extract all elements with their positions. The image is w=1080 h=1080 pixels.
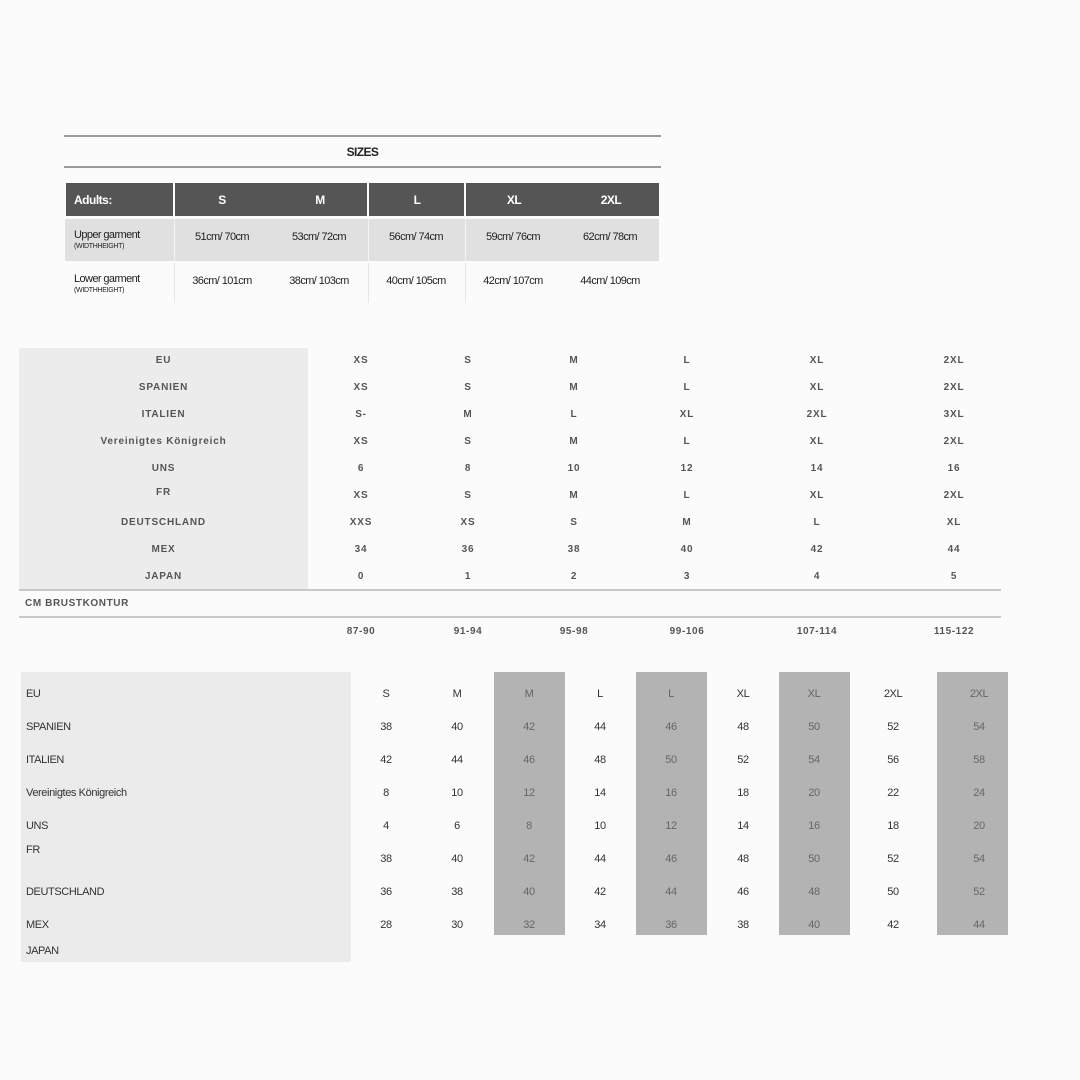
- table-cell: 52: [887, 721, 899, 733]
- table-cell: 40cm/ 105cm: [386, 275, 446, 287]
- table-cell: XS: [460, 517, 476, 528]
- table-cell: L: [668, 688, 674, 700]
- table-row: [21, 842, 1025, 875]
- table-row: [19, 456, 1001, 483]
- table-cell: 62cm/ 78cm: [583, 231, 637, 243]
- table-cell: 20: [973, 820, 985, 832]
- title-rule: [64, 166, 661, 168]
- table-cell: 54: [973, 853, 985, 865]
- table-cell: 12: [665, 820, 677, 832]
- chest-value: 107-114: [796, 626, 838, 637]
- top-rule: [64, 135, 661, 137]
- table-cell: 44: [947, 544, 961, 555]
- header-size-m: M: [315, 192, 325, 207]
- table-cell: L: [683, 355, 691, 366]
- row-label: Vereinigtes Königreich: [26, 787, 127, 799]
- table-cell: 10: [451, 787, 463, 799]
- table-cell: S: [570, 517, 578, 528]
- table-cell: 59cm/ 76cm: [486, 231, 540, 243]
- table-cell: 42cm/ 107cm: [483, 275, 543, 287]
- table-row: [19, 483, 1001, 510]
- table-cell: 2: [570, 571, 578, 582]
- table-cell: 28: [380, 919, 392, 931]
- table-cell: 8: [383, 787, 389, 799]
- table-cell: 52: [973, 886, 985, 898]
- table-row: [21, 710, 1025, 743]
- upper-garment-sub: (WIDTHHEIGHT): [74, 243, 125, 250]
- header-cell-l: [369, 183, 464, 216]
- table-cell: M: [569, 382, 579, 393]
- header-size-s: S: [218, 192, 226, 207]
- table-cell: 32: [523, 919, 535, 931]
- header-size-l: L: [413, 192, 421, 207]
- table-row: [21, 908, 1025, 941]
- chest-value: 95-98: [559, 626, 589, 637]
- table-cell: 3: [683, 571, 691, 582]
- table-cell: 54: [808, 754, 820, 766]
- table-cell: 40: [451, 853, 463, 865]
- table-cell: 54: [973, 721, 985, 733]
- row-label: MEX: [151, 544, 176, 555]
- row-label: UNS: [26, 820, 49, 832]
- table-cell: 42: [810, 544, 824, 555]
- table-cell: 36: [461, 544, 475, 555]
- table-cell: XS: [353, 355, 369, 366]
- table-cell: L: [597, 688, 603, 700]
- table-cell: 50: [808, 721, 820, 733]
- table-cell: 58: [973, 754, 985, 766]
- numeric-size-conversion-table: [21, 672, 1025, 964]
- table-row: [19, 402, 1001, 429]
- row-label: ITALIEN: [141, 409, 186, 420]
- table-cell: 40: [523, 886, 535, 898]
- table-cell: M: [569, 490, 579, 501]
- table-cell: L: [813, 517, 821, 528]
- table-cell: 16: [808, 820, 820, 832]
- table-cell: 40: [808, 919, 820, 931]
- table-cell: 48: [808, 886, 820, 898]
- chest-value: 91-94: [453, 626, 483, 637]
- table-cell: XS: [353, 490, 369, 501]
- table-cell: 16: [665, 787, 677, 799]
- table-cell: L: [683, 382, 691, 393]
- table-cell: S: [464, 490, 472, 501]
- table-cell: 20: [808, 787, 820, 799]
- chest-measurement-label: CM BRUSTKONTUR: [25, 598, 129, 609]
- column-divider: [368, 263, 369, 303]
- adult-sizes-table: [64, 135, 661, 305]
- row-label: EU: [155, 355, 172, 366]
- table-cell: XL: [679, 409, 695, 420]
- table-cell: 2XL: [943, 355, 965, 366]
- header-size-xl: XL: [506, 192, 522, 207]
- table-cell: M: [463, 409, 473, 420]
- upper-garment-row: [65, 219, 659, 261]
- table-cell: 40: [451, 721, 463, 733]
- column-divider: [174, 263, 175, 303]
- table-cell: 56: [887, 754, 899, 766]
- lower-garment-label: [74, 274, 140, 296]
- upper-garment-text: Upper garment: [74, 229, 140, 241]
- international-size-conversion-table: [19, 348, 1001, 638]
- table-cell: 46: [523, 754, 535, 766]
- table-cell: 2XL: [943, 436, 965, 447]
- table-cell: 3XL: [943, 409, 965, 420]
- table-cell: M: [569, 436, 579, 447]
- table-cell: 48: [594, 754, 606, 766]
- row-label: Vereinigtes Königreich: [100, 436, 227, 447]
- upper-garment-label: [74, 230, 140, 252]
- table-cell: XL: [736, 688, 750, 700]
- table-cell: 18: [737, 787, 749, 799]
- table-cell: 38: [567, 544, 581, 555]
- table-cell: 16: [947, 463, 961, 474]
- table-cell: 18: [887, 820, 899, 832]
- row-label: FR: [26, 844, 40, 856]
- lower-garment-sub: (WIDTHHEIGHT): [74, 287, 125, 294]
- table-cell: 4: [813, 571, 821, 582]
- table-cell: 52: [737, 754, 749, 766]
- table-cell: 34: [354, 544, 368, 555]
- table-cell: S: [382, 688, 390, 700]
- table-cell: 38: [380, 853, 392, 865]
- row-label: FR: [156, 487, 171, 498]
- table-row: [19, 510, 1001, 537]
- table-cell: 2XL: [969, 688, 989, 700]
- table-cell: 38: [451, 886, 463, 898]
- table-cell: 42: [594, 886, 606, 898]
- table-cell: 46: [737, 886, 749, 898]
- table-cell: 36: [665, 919, 677, 931]
- table-cell: 14: [737, 820, 749, 832]
- table-cell: XS: [353, 382, 369, 393]
- table-cell: 14: [810, 463, 824, 474]
- table-cell: L: [683, 490, 691, 501]
- table-cell: XL: [807, 688, 821, 700]
- table-cell: XL: [809, 436, 825, 447]
- table-row: [19, 537, 1001, 564]
- table-cell: XL: [946, 517, 962, 528]
- table-cell: 48: [737, 721, 749, 733]
- header-adults-label: Adults:: [74, 192, 112, 207]
- table-cell: 44: [594, 721, 606, 733]
- table-cell: M: [524, 688, 534, 700]
- table-cell: 36: [380, 886, 392, 898]
- table-cell: 50: [665, 754, 677, 766]
- table-cell: 46: [665, 721, 677, 733]
- column-divider: [465, 219, 466, 261]
- table-cell: 22: [887, 787, 899, 799]
- table-cell: 4: [383, 820, 389, 832]
- table-cell: 2XL: [806, 409, 828, 420]
- table-cell: S: [464, 382, 472, 393]
- table-cell: 6: [454, 820, 460, 832]
- lower-garment-row: [65, 263, 659, 303]
- table-cell: L: [683, 436, 691, 447]
- table-cell: 42: [887, 919, 899, 931]
- table-row: [21, 941, 1025, 963]
- row-label: JAPAN: [144, 571, 183, 582]
- table-cell: 42: [523, 721, 535, 733]
- table-cell: 44: [973, 919, 985, 931]
- table-cell: 44cm/ 109cm: [580, 275, 640, 287]
- table-cell: 10: [567, 463, 581, 474]
- header-size-2xl: 2XL: [600, 192, 622, 207]
- table-cell: 8: [464, 463, 472, 474]
- table-row: [19, 564, 1001, 591]
- table-cell: 40: [680, 544, 694, 555]
- table-cell: 44: [594, 853, 606, 865]
- chest-bottom-rule: [19, 616, 1001, 618]
- table-cell: 50: [808, 853, 820, 865]
- table-cell: S-: [355, 409, 367, 420]
- sizes-title: SIZES: [346, 145, 379, 159]
- row-label: DEUTSCHLAND: [121, 517, 206, 528]
- table-cell: 14: [594, 787, 606, 799]
- table-row: [21, 809, 1025, 842]
- table-cell: M: [682, 517, 692, 528]
- table-row: [21, 875, 1025, 908]
- table-cell: 1: [464, 571, 472, 582]
- table-cell: 0: [357, 571, 365, 582]
- row-label: UNS: [151, 463, 176, 474]
- table-row: [19, 375, 1001, 402]
- table-row: [21, 776, 1025, 809]
- chest-value: 87-90: [346, 626, 376, 637]
- table-cell: 48: [737, 853, 749, 865]
- column-divider: [465, 263, 466, 303]
- row-label: SPANIEN: [138, 382, 189, 393]
- chest-value: 99-106: [669, 626, 705, 637]
- table-cell: M: [569, 355, 579, 366]
- table-cell: 30: [451, 919, 463, 931]
- table-cell: 38: [380, 721, 392, 733]
- table-cell: 6: [357, 463, 365, 474]
- table-cell: 10: [594, 820, 606, 832]
- table-cell: 38: [737, 919, 749, 931]
- table-cell: XXS: [349, 517, 373, 528]
- table-cell: 24: [973, 787, 985, 799]
- table-cell: 44: [451, 754, 463, 766]
- table-row: [21, 743, 1025, 776]
- table-row: [21, 677, 1025, 710]
- header-cell-s-m: [175, 183, 367, 216]
- table-cell: 34: [594, 919, 606, 931]
- table-cell: S: [464, 436, 472, 447]
- column-divider: [174, 219, 175, 261]
- table-cell: 44: [665, 886, 677, 898]
- table-cell: 5: [950, 571, 958, 582]
- row-label: MEX: [26, 919, 49, 931]
- row-label: JAPAN: [26, 945, 59, 957]
- table-cell: L: [570, 409, 578, 420]
- table-cell: 42: [380, 754, 392, 766]
- table-cell: 42: [523, 853, 535, 865]
- table-cell: XS: [353, 436, 369, 447]
- chest-top-rule: [19, 589, 1001, 591]
- table-cell: XL: [809, 355, 825, 366]
- row-label: DEUTSCHLAND: [26, 886, 105, 898]
- table-cell: 52: [887, 853, 899, 865]
- table-cell: 8: [526, 820, 532, 832]
- header-cell-xl-2xl: [466, 183, 659, 216]
- table-cell: 2XL: [943, 490, 965, 501]
- table-row: [19, 348, 1001, 375]
- table-cell: 2XL: [883, 688, 903, 700]
- table-row: [19, 429, 1001, 456]
- table-cell: M: [452, 688, 462, 700]
- row-label: SPANIEN: [26, 721, 71, 733]
- row-label: ITALIEN: [26, 754, 64, 766]
- table-cell: 12: [523, 787, 535, 799]
- table-cell: 12: [680, 463, 694, 474]
- table-cell: S: [464, 355, 472, 366]
- table-cell: XL: [809, 490, 825, 501]
- table-cell: 53cm/ 72cm: [292, 231, 346, 243]
- table-cell: 2XL: [943, 382, 965, 393]
- table-cell: 51cm/ 70cm: [195, 231, 249, 243]
- table-cell: 46: [665, 853, 677, 865]
- chest-value: 115-122: [933, 626, 975, 637]
- table-cell: 38cm/ 103cm: [289, 275, 349, 287]
- row-label: EU: [26, 688, 41, 700]
- header-adults-cell: [66, 183, 173, 216]
- table-cell: 36cm/ 101cm: [192, 275, 252, 287]
- column-divider: [368, 219, 369, 261]
- table-cell: XL: [809, 382, 825, 393]
- table-cell: 50: [887, 886, 899, 898]
- table-cell: 56cm/ 74cm: [389, 231, 443, 243]
- lower-garment-text: Lower garment: [74, 273, 140, 285]
